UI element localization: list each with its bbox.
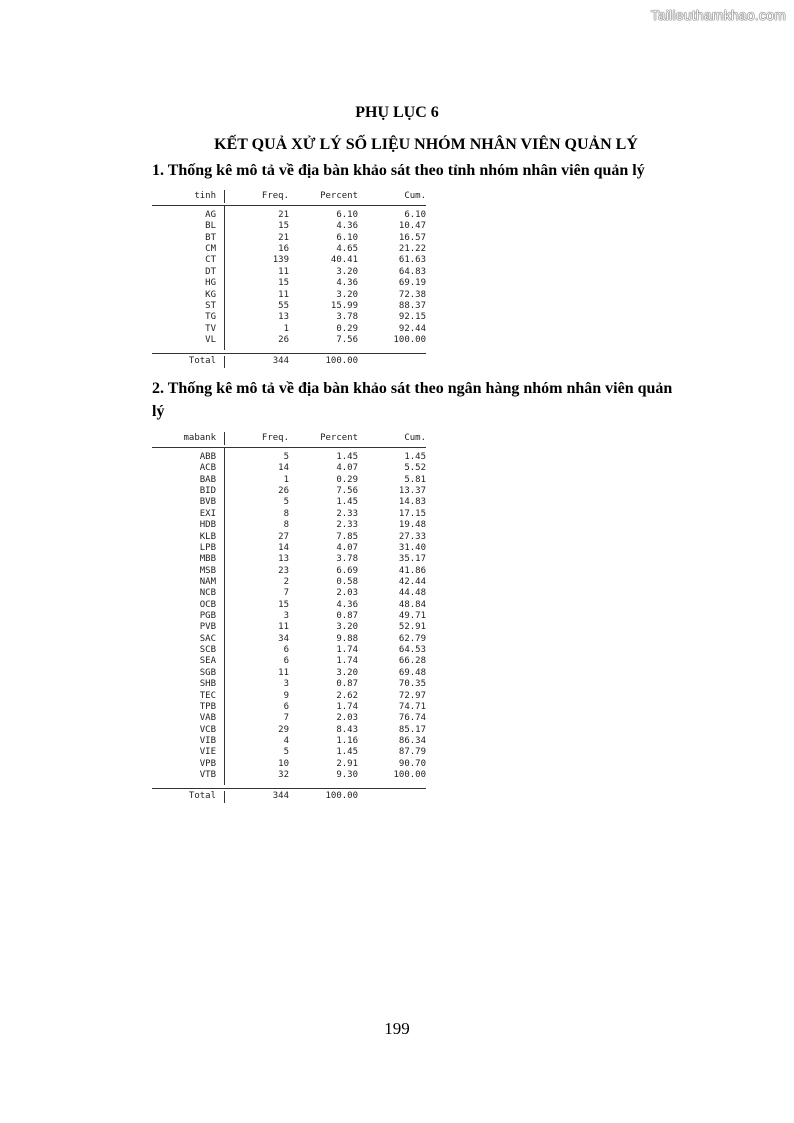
column-divider (224, 611, 225, 622)
table-row (152, 702, 426, 713)
table-cell: NCB (199, 588, 216, 599)
table-cell: 2.91 (336, 758, 358, 769)
table-cell: 13 (278, 312, 289, 323)
table-row (152, 233, 426, 244)
table-cell: 7.56 (336, 486, 358, 497)
column-divider (224, 725, 225, 736)
column-divider (224, 656, 225, 667)
table-cell: 26 (278, 486, 289, 497)
table-cell: 3.78 (336, 554, 358, 565)
column-divider (224, 713, 225, 724)
table-cell: SAC (199, 633, 216, 644)
column-divider (224, 702, 225, 713)
table-cell: 4.36 (336, 278, 358, 289)
table-row (152, 770, 426, 781)
table-cell: 4.07 (336, 542, 358, 553)
table-cell: Total (188, 791, 216, 802)
table-cell: 11 (278, 622, 289, 633)
table-cell: 5 (283, 747, 289, 758)
table-row (152, 278, 426, 289)
table-cell: TEC (199, 690, 216, 701)
table-cell: 85.17 (398, 724, 426, 735)
main-title: KẾT QUẢ XỬ LÝ SỐ LIỆU NHÓM NHÂN VIÊN QUẢN LÝ (214, 136, 638, 153)
table-cell: 2 (283, 576, 289, 587)
table-header (152, 432, 426, 445)
table-row (152, 532, 426, 543)
table-cell: TV (205, 323, 216, 334)
watermark: Tailieuthamkhao.com (650, 7, 786, 23)
table-cell: 1.45 (336, 452, 358, 462)
table-rule (152, 788, 426, 789)
column-divider (224, 221, 225, 232)
table-cell: 1.74 (336, 645, 358, 656)
column-divider (224, 532, 225, 543)
table-cell: 15.99 (330, 300, 358, 311)
table-cell: 14 (278, 463, 289, 474)
table-spacer (152, 781, 426, 785)
column-divider (224, 432, 225, 445)
column-divider (224, 267, 225, 278)
table-row (152, 301, 426, 312)
column-divider (224, 554, 225, 565)
column-divider (224, 244, 225, 255)
table-cell: 8.43 (336, 724, 358, 735)
table-cell: 2.03 (336, 713, 358, 724)
table-total-row (152, 356, 426, 367)
table-cell: 16 (278, 244, 289, 255)
table-cell: 69.19 (398, 278, 426, 289)
column-divider (224, 486, 225, 497)
table-cell: 5.52 (404, 463, 426, 474)
column-divider (224, 577, 225, 588)
table-cell: 9.30 (336, 770, 358, 781)
table-row (152, 475, 426, 486)
table-row (152, 736, 426, 747)
table-cell: mabank (183, 433, 216, 443)
table-cell: SCB (199, 645, 216, 656)
table-cell: 4 (283, 735, 289, 746)
table-cell: 2.33 (336, 508, 358, 519)
bank-frequency-table (152, 432, 426, 803)
table-cell: 2.62 (336, 690, 358, 701)
table-cell: 74.71 (398, 701, 426, 712)
table-cell: tinh (194, 191, 216, 201)
table-cell: 32 (278, 770, 289, 781)
column-divider (224, 588, 225, 599)
table-cell: MSB (199, 565, 216, 576)
table-total-row (152, 791, 426, 802)
table-row (152, 497, 426, 508)
table-cell: 13.37 (398, 486, 426, 497)
table-row (152, 335, 426, 346)
table-row (152, 244, 426, 255)
column-divider (224, 781, 225, 785)
table-cell: 3 (283, 611, 289, 622)
table-cell: 88.37 (398, 300, 426, 311)
table-cell: 40.41 (330, 255, 358, 266)
table-cell: 7.56 (336, 334, 358, 345)
table-cell: 4.36 (336, 221, 358, 232)
table-cell: BL (205, 221, 216, 232)
column-divider (224, 634, 225, 645)
table-cell: NAM (199, 576, 216, 587)
table-cell: ACB (199, 463, 216, 474)
table-cell: 5.81 (404, 474, 426, 485)
table-cell: 1.74 (336, 656, 358, 667)
table-cell: Percent (320, 191, 358, 201)
column-divider (224, 356, 225, 367)
table-cell: 3 (283, 679, 289, 690)
column-divider (224, 679, 225, 690)
appendix-title: PHỤ LỤC 6 (355, 104, 439, 121)
table-cell: 9.88 (336, 633, 358, 644)
table-cell: SGB (199, 667, 216, 678)
table-cell: CT (205, 255, 216, 266)
table-cell: MBB (199, 554, 216, 565)
table-cell: Cum. (404, 191, 426, 201)
table-cell: Total (188, 356, 216, 367)
table-cell: 27.33 (398, 531, 426, 542)
table-row (152, 452, 426, 463)
table-row (152, 747, 426, 758)
table-cell: 0.29 (336, 323, 358, 334)
table-row (152, 463, 426, 474)
table-row (152, 566, 426, 577)
table-row (152, 312, 426, 323)
column-divider (224, 645, 225, 656)
table-row (152, 210, 426, 221)
column-divider (224, 301, 225, 312)
table-row (152, 611, 426, 622)
table-cell: 6 (283, 645, 289, 656)
table-cell: TPB (199, 701, 216, 712)
table-cell: 3.20 (336, 622, 358, 633)
table-cell: 17.15 (398, 508, 426, 519)
table-spacer (152, 346, 426, 350)
column-divider (224, 210, 225, 221)
table-cell: HDB (199, 520, 216, 531)
table-cell: PGB (199, 611, 216, 622)
table-row (152, 486, 426, 497)
table-cell: OCB (199, 599, 216, 610)
table-cell: 3.78 (336, 312, 358, 323)
table-row (152, 509, 426, 520)
column-divider (224, 290, 225, 301)
table-cell: 4.07 (336, 463, 358, 474)
column-divider (224, 278, 225, 289)
table-cell: 34 (278, 633, 289, 644)
section1-heading: 1. Thống kê mô tả về địa bàn khảo sát theo tỉnh nhóm nhân viên quản lý (152, 162, 645, 179)
table-cell: VPB (199, 758, 216, 769)
table-cell: 0.87 (336, 679, 358, 690)
table-cell: BT (205, 232, 216, 243)
table-cell: 64.53 (398, 645, 426, 656)
table-cell: 48.84 (398, 599, 426, 610)
table-cell: 70.35 (398, 679, 426, 690)
table-row (152, 577, 426, 588)
table-cell: BID (199, 486, 216, 497)
column-divider (224, 190, 225, 203)
table-cell: VIB (199, 735, 216, 746)
table-cell: VIE (199, 747, 216, 758)
table-cell: 7 (283, 713, 289, 724)
table-cell: Cum. (404, 433, 426, 443)
column-divider (224, 520, 225, 531)
table-cell: 69.48 (398, 667, 426, 678)
table-row (152, 554, 426, 565)
table-cell: 21 (278, 210, 289, 220)
table-cell: VAB (199, 713, 216, 724)
column-divider (224, 747, 225, 758)
table-cell: PVB (199, 622, 216, 633)
table-row (152, 691, 426, 702)
table-row (152, 622, 426, 633)
column-divider (224, 543, 225, 554)
column-divider (224, 791, 225, 802)
table-cell: 90.70 (398, 758, 426, 769)
table-row (152, 588, 426, 599)
table-cell: 92.15 (398, 312, 426, 323)
table-cell: LPB (199, 542, 216, 553)
table-cell: 19.48 (398, 520, 426, 531)
column-divider (224, 759, 225, 770)
column-divider (224, 566, 225, 577)
table-cell: 21 (278, 232, 289, 243)
table-rule (152, 353, 426, 354)
table-cell: 100.00 (393, 334, 426, 345)
table-cell: 62.79 (398, 633, 426, 644)
table-row (152, 543, 426, 554)
table-cell: 3.20 (336, 266, 358, 277)
table-cell: ABB (199, 452, 216, 462)
column-divider (224, 255, 225, 266)
table-cell: 15 (278, 221, 289, 232)
table-cell: 11 (278, 266, 289, 277)
column-divider (224, 312, 225, 323)
table-row (152, 725, 426, 736)
table-cell: 87.79 (398, 747, 426, 758)
table-cell: ST (205, 300, 216, 311)
column-divider (224, 600, 225, 611)
table-cell: 21.22 (398, 244, 426, 255)
column-divider (224, 463, 225, 474)
column-divider (224, 509, 225, 520)
table-row (152, 221, 426, 232)
column-divider (224, 335, 225, 346)
table-cell: 1 (283, 474, 289, 485)
column-divider (224, 346, 225, 350)
table-cell: 14.83 (398, 497, 426, 508)
table-cell: 26 (278, 334, 289, 345)
table-cell: 1 (283, 323, 289, 334)
table-cell: 6.10 (404, 210, 426, 220)
table-header (152, 190, 426, 203)
table-cell: 15 (278, 278, 289, 289)
table-cell: 2.03 (336, 588, 358, 599)
table-cell: 42.44 (398, 576, 426, 587)
table-cell: 27 (278, 531, 289, 542)
table-cell: Percent (320, 433, 358, 443)
column-divider (224, 691, 225, 702)
table-cell: 344 (272, 356, 289, 367)
table-row (152, 290, 426, 301)
table-cell: SHB (199, 679, 216, 690)
table-row (152, 267, 426, 278)
table-cell: 4.36 (336, 599, 358, 610)
table-cell: 44.48 (398, 588, 426, 599)
table-cell: 139 (272, 255, 289, 266)
table-cell: 11 (278, 667, 289, 678)
table-cell: Freq. (261, 191, 289, 201)
table-cell: 5 (283, 452, 289, 462)
table-cell: 61.63 (398, 255, 426, 266)
table-cell: 35.17 (398, 554, 426, 565)
column-divider (224, 497, 225, 508)
table-row (152, 255, 426, 266)
table-cell: KG (205, 289, 216, 300)
table-cell: 23 (278, 565, 289, 576)
table-cell: 2.33 (336, 520, 358, 531)
table-cell: 3.20 (336, 289, 358, 300)
table-cell: 1.45 (336, 497, 358, 508)
table-cell: 13 (278, 554, 289, 565)
table-cell: 8 (283, 508, 289, 519)
table-cell: 6.69 (336, 565, 358, 576)
column-divider (224, 770, 225, 781)
table-cell: VCB (199, 724, 216, 735)
table-cell: 100.00 (325, 791, 358, 802)
table-cell: 86.34 (398, 735, 426, 746)
table-cell: 55 (278, 300, 289, 311)
table-cell: 4.65 (336, 244, 358, 255)
table-cell: 6 (283, 701, 289, 712)
table-cell: BVB (199, 497, 216, 508)
column-divider (224, 233, 225, 244)
table-row (152, 656, 426, 667)
table-cell: 52.91 (398, 622, 426, 633)
column-divider (224, 452, 225, 463)
table-cell: Freq. (261, 433, 289, 443)
table-row (152, 713, 426, 724)
table-row (152, 634, 426, 645)
table-cell: 6.10 (336, 210, 358, 220)
table-cell: 29 (278, 724, 289, 735)
table-row (152, 759, 426, 770)
section2-heading: 2. Thống kê mô tả về địa bàn khảo sát theo ngân hàng nhóm nhân viên quản lý (152, 380, 673, 420)
table-cell: KLB (199, 531, 216, 542)
table-cell: 1.74 (336, 701, 358, 712)
table-row (152, 324, 426, 335)
table-cell: CM (205, 244, 216, 255)
table-cell: 10.47 (398, 221, 426, 232)
table-cell: 1.45 (404, 452, 426, 462)
table-cell: 100.00 (325, 356, 358, 367)
table-cell: 92.44 (398, 323, 426, 334)
table-cell: 0.58 (336, 576, 358, 587)
table-cell: HG (205, 278, 216, 289)
table-cell: 5 (283, 497, 289, 508)
table-cell: 6 (283, 656, 289, 667)
table-cell: 100.00 (393, 770, 426, 781)
table-cell: 7 (283, 588, 289, 599)
table-cell: 1.16 (336, 735, 358, 746)
table-cell: 64.83 (398, 266, 426, 277)
table-row (152, 645, 426, 656)
table-cell: 41.86 (398, 565, 426, 576)
table-cell: 66.28 (398, 656, 426, 667)
table-cell: AG (205, 210, 216, 220)
table-cell: SEA (199, 656, 216, 667)
table-cell: 6.10 (336, 232, 358, 243)
table-cell: 16.57 (398, 232, 426, 243)
table-cell: 7.85 (336, 531, 358, 542)
table-cell: 72.97 (398, 690, 426, 701)
table-row (152, 679, 426, 690)
table-cell: 8 (283, 520, 289, 531)
table-cell: 14 (278, 542, 289, 553)
column-divider (224, 475, 225, 486)
page-number: 199 (384, 1019, 410, 1038)
table-cell: 0.29 (336, 474, 358, 485)
table-cell: EXI (199, 508, 216, 519)
table-cell: 1.45 (336, 747, 358, 758)
table-cell: 0.87 (336, 611, 358, 622)
table-cell: 11 (278, 289, 289, 300)
column-divider (224, 324, 225, 335)
table-cell: 76.74 (398, 713, 426, 724)
table-row (152, 600, 426, 611)
table-cell: 31.40 (398, 542, 426, 553)
table-cell: BAB (199, 474, 216, 485)
table-cell: TG (205, 312, 216, 323)
table-cell: 10 (278, 758, 289, 769)
table-cell: 9 (283, 690, 289, 701)
table-cell: VL (205, 334, 216, 345)
table-cell: 3.20 (336, 667, 358, 678)
table-cell: 72.38 (398, 289, 426, 300)
table-row (152, 668, 426, 679)
table-row (152, 520, 426, 531)
table-cell: VTB (199, 770, 216, 781)
table-cell: 15 (278, 599, 289, 610)
column-divider (224, 622, 225, 633)
table-cell: 49.71 (398, 611, 426, 622)
province-frequency-table (152, 190, 426, 368)
table-cell: DT (205, 266, 216, 277)
column-divider (224, 668, 225, 679)
table-cell: 344 (272, 791, 289, 802)
column-divider (224, 736, 225, 747)
